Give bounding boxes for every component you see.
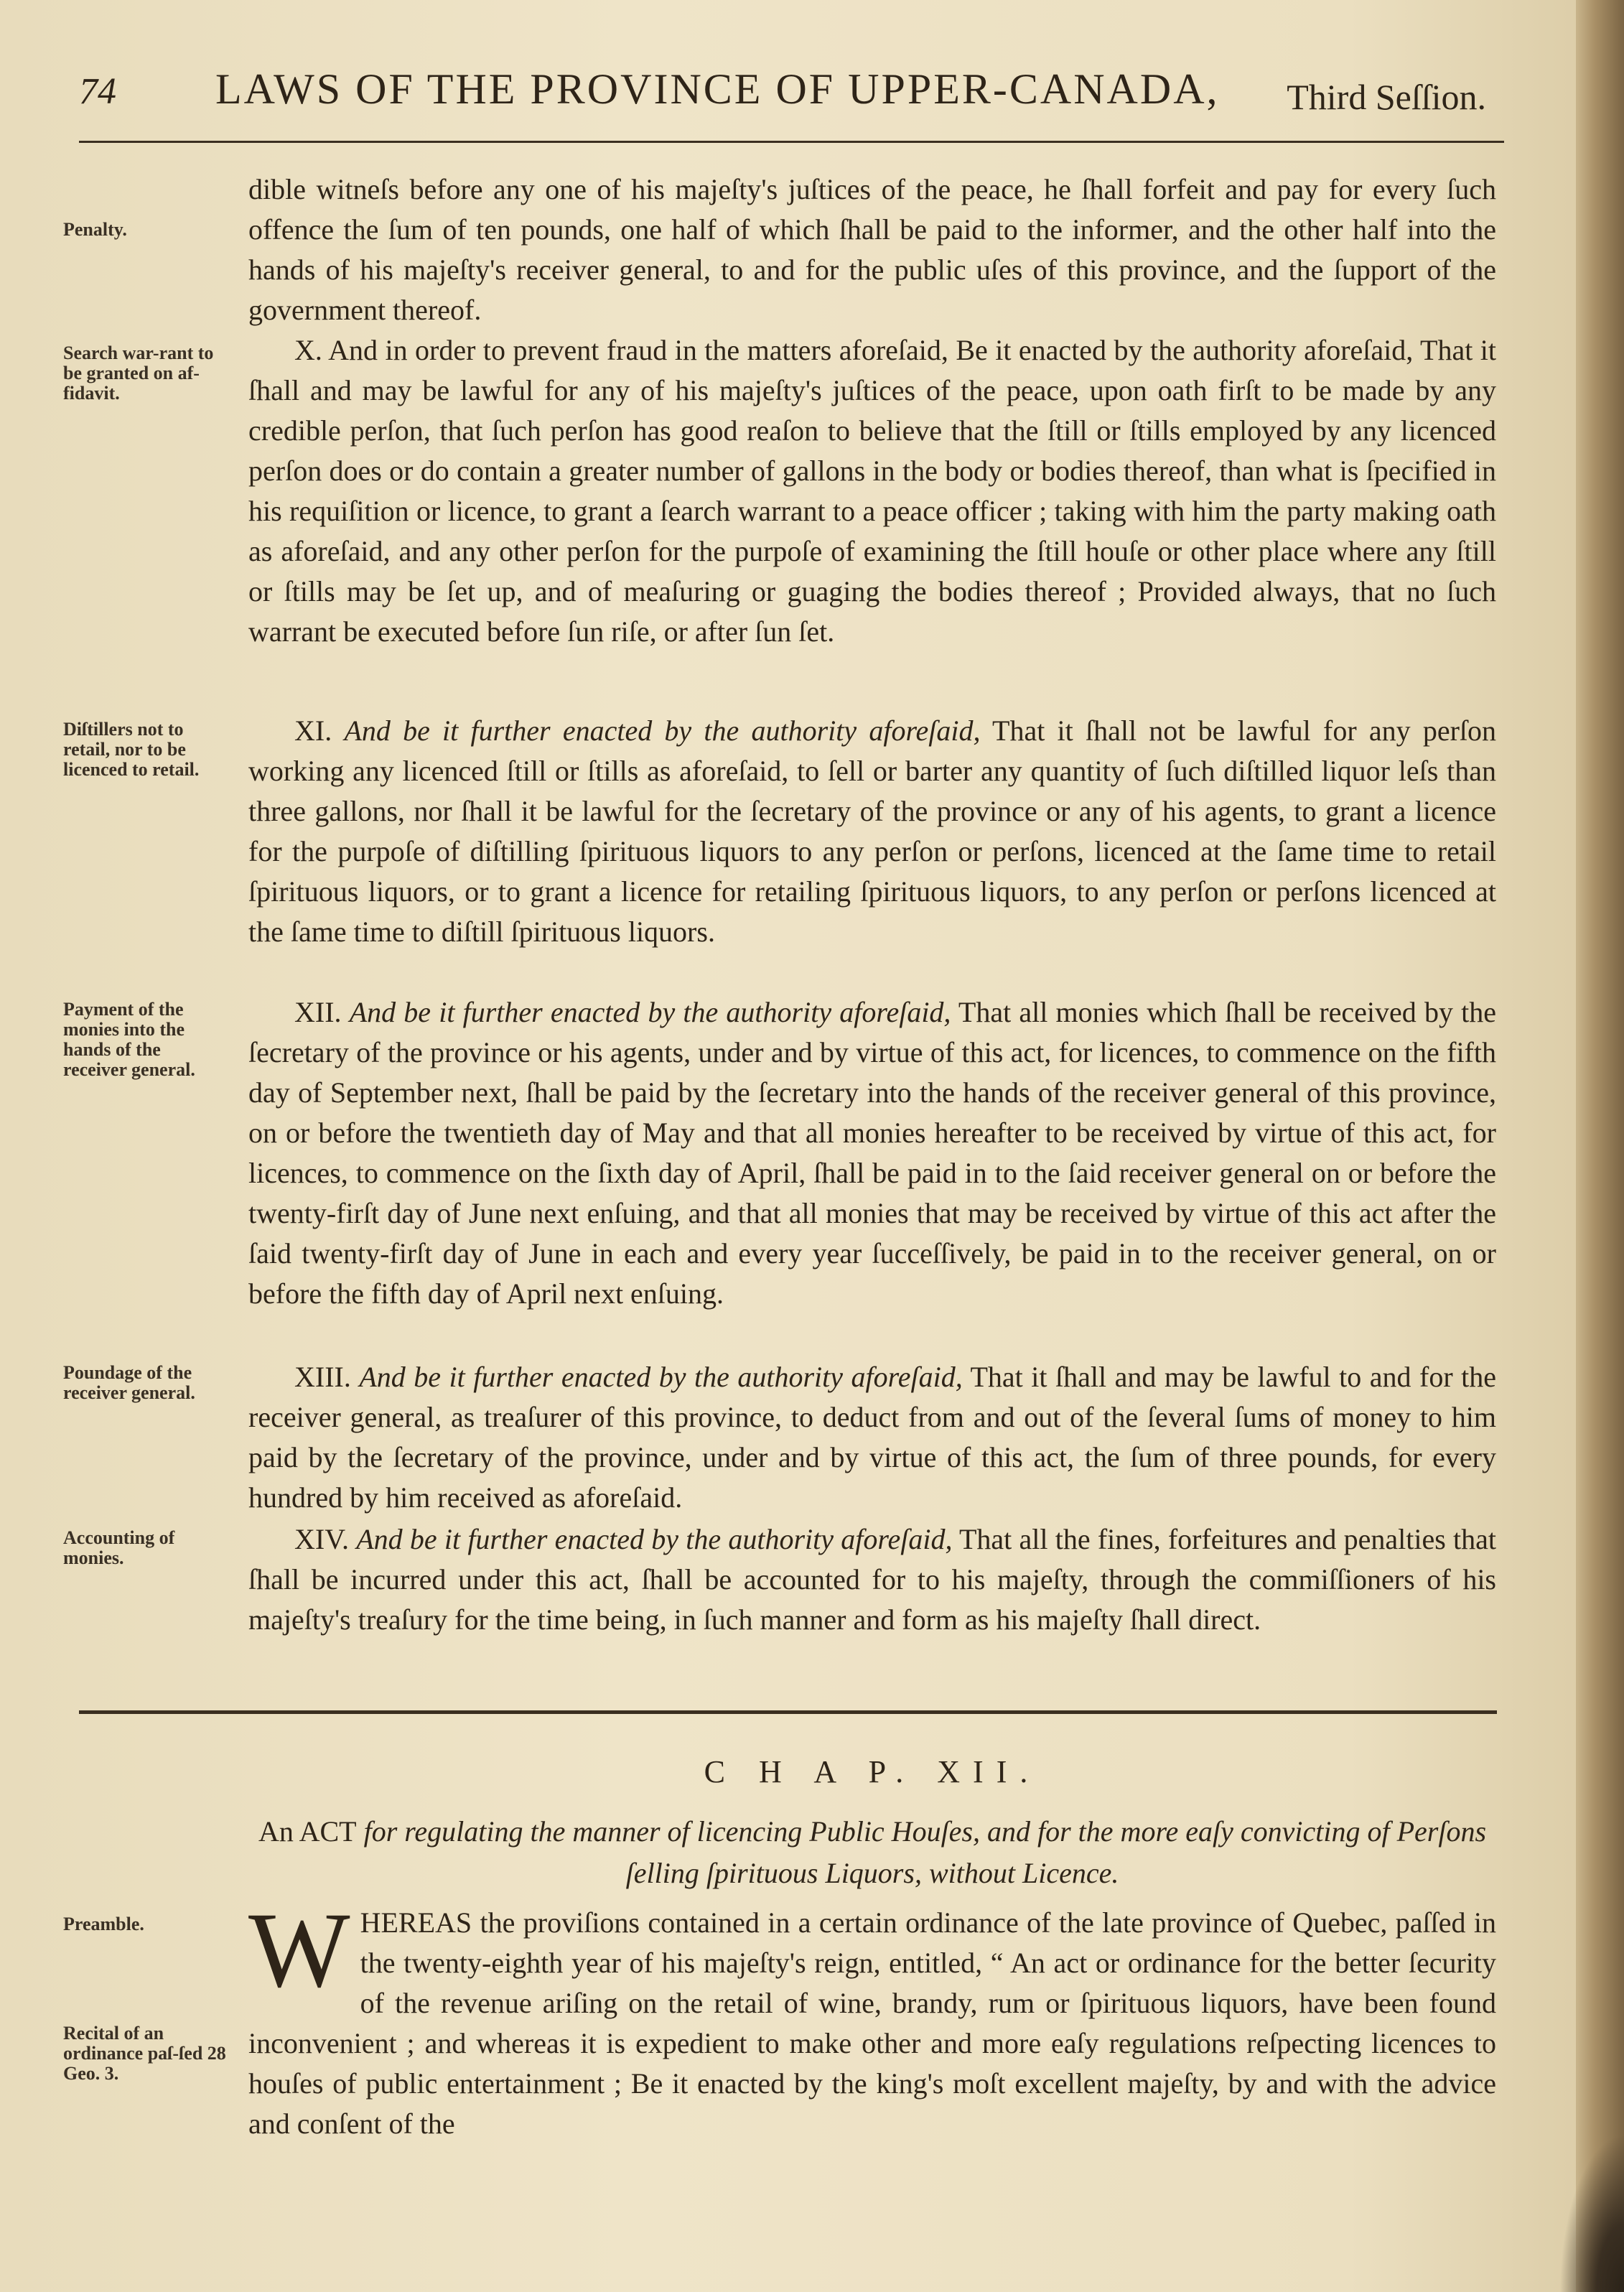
margin-note-distillers: Diſtillers not to retail, nor to be licenced to retail. xyxy=(63,719,200,780)
section-11 xyxy=(248,711,1496,952)
section-13 xyxy=(248,1357,1496,1518)
preamble-text: HEREAS the proviſions contained in a certain ordinance of the late province of Quebec, paſſed in the twenty-eighth year of his majeſty's reign, entitled, “ An act or ordinance for the better ſecurity of the revenue ariſing on the retail of wine, brandy, rum or ſpirituous liquors, have been found inconvenient ; and whereas it is expedient to make other and more eaſy regulations reſpecting licences to houſes of public entertainment ; Be it enacted by the king's moſt excellent majeſty, by and with the advice and conſent of the xyxy=(248,1906,1496,2140)
section-number: XIII. xyxy=(294,1361,351,1393)
drop-capital: W xyxy=(248,1891,350,2010)
section-number: XII. xyxy=(294,996,342,1028)
session-label: Third Seſſion. xyxy=(1287,77,1486,117)
margin-note-penalty: Penalty. xyxy=(63,219,127,240)
margin-note-payment: Payment of the monies into the hands of the receiver general. xyxy=(63,999,195,1080)
section-number: XI. xyxy=(294,714,332,747)
corner-shadow xyxy=(1559,2134,1624,2292)
margin-note-recital: Recital of an ordinance paſ-ſed 28 Geo. 3. xyxy=(63,2023,226,2084)
section-text: That it ſhall not be lawful for any perſon working any licenced ſtill or ſtills as aforeſaid, to ſell or barter any quantity of ſuch diſtilled liquor leſs than three gallons, nor ſhall it be lawful for the ſecretary of the province or any of his agents, to grant a licence for the purpoſe of diſtilling ſpirituous liquors to any perſon or perſons, licenced at the ſame time to retail ſpirituous liquors, or to grant a licence for retailing ſpirituous liquors, to any perſon or perſons licenced at the ſame time to diſtill ſpirituous liquors. xyxy=(248,714,1497,948)
preamble xyxy=(248,1891,1496,2144)
section-14 xyxy=(248,1519,1496,1640)
section-text: That all monies which ſhall be received by the ſecretary of the province or his agents, under and by virtue of this act, for licences, to commence on the fifth day of September next, ſhall be paid by the ſecretary into the hands of the receiver general of this province, on or before the twentieth day of May and that all monies hereafter to be received by virtue of this act, for licences, to commence on the ſixth day of April, ſhall be paid in to the ſaid receiver general on or before the twenty-firſt day of June next enſuing, and that all monies that may be received by virtue of this act after the ſaid twenty-firſt day of June in each and every year ſucceſſively, be paid in to the receiver general, on or before the fifth day of April next enſuing. xyxy=(248,996,1497,1310)
margin-note-accounting: Accounting of monies. xyxy=(63,1527,175,1568)
paragraph-intro xyxy=(248,169,1496,330)
section-number: X. xyxy=(294,334,322,366)
section-text: That it ſhall and may be lawful to and for the receiver general, as treaſurer of this province, to deduct from and out of the ſeveral ſums of money to him paid by the ſecretary of the province, under and by virtue of this act, the ſum of three pounds, for every hundred by him received as aforeſaid. xyxy=(248,1361,1497,1514)
act-title-text: for regulating the manner of licencing Public Houſes, and for the more eaſy convicting of Perſons ſelling ſpirituous Liquors, without Licence. xyxy=(363,1815,1487,1889)
page-edge xyxy=(1576,0,1624,2292)
section-12 xyxy=(248,992,1496,1314)
margin-note-poundage: Poundage of the receiver general. xyxy=(63,1362,195,1403)
enacting-clause: And be it further enacted by the authority aforeſaid, xyxy=(356,1523,953,1555)
intro-text: dible witneſs before any one of his majeſty's juſtices of the peace, he ſhall forfeit and pay for every ſuch offence the ſum of ten pounds, one half of which ſhall be paid to the informer, and the other half into the hands of his majeſty's receiver general, to and for the public uſes of this province, and the ſupport of the government thereof. xyxy=(248,173,1496,326)
enacting-clause: And be it further enacted by the authority aforeſaid, xyxy=(344,714,981,747)
chapter-heading: C H A P. XII. xyxy=(704,1754,1041,1789)
section-text: That all the fines, forfeitures and penalties that ſhall be incurred under this act, ſhall be accounted for to his majeſty, through the commiſſioners of his majeſty's treaſury for the time being, in ſuch manner and form as his majeſty ſhall direct. xyxy=(248,1523,1497,1636)
act-title xyxy=(248,1811,1496,1894)
enacting-clause: And be it further enacted by the authority aforeſaid, xyxy=(349,996,951,1028)
margin-note-search-warrant: Search war-rant to be granted on af-fidavit. xyxy=(63,343,214,404)
enacting-clause: And be it further enacted by the authority aforeſaid, xyxy=(359,1361,963,1393)
running-header xyxy=(79,57,1501,122)
section-10 xyxy=(248,330,1496,652)
section-number: XIV. xyxy=(294,1523,349,1555)
page-number: 74 xyxy=(79,71,116,112)
section-text: And in order to prevent fraud in the matters aforeſaid, Be it enacted by the authority aforeſaid, That it ſhall and may be lawful for any of his majeſty's juſtices of the peace, upon oath firſt to be made by any credible perſon, that ſuch perſon has good reaſon to believe that the ſtill or ſtills employed by any licenced perſon does or do contain a greater number of gallons in the body or bodies thereof, than what is ſpecified in his requiſition or licence, to grant a ſearch warrant to a peace officer ; taking with him the party making oath as aforeſaid, and any other perſon for the purpoſe of examining the ſtill houſe or other place where any ſtill or ſtills may be ſet up, and of meaſuring or guaging the bodies thereof ; Provided always, that no ſuch warrant be executed before ſun riſe, or after ſun ſet. xyxy=(248,334,1496,648)
margin-note-preamble: Preamble. xyxy=(63,1914,144,1934)
chapter-rule xyxy=(79,1710,1497,1714)
header-rule xyxy=(79,141,1504,143)
running-title: LAWS OF THE PROVINCE OF UPPER-CANADA, xyxy=(215,65,1220,113)
act-title-caps: An ACT xyxy=(258,1815,357,1848)
